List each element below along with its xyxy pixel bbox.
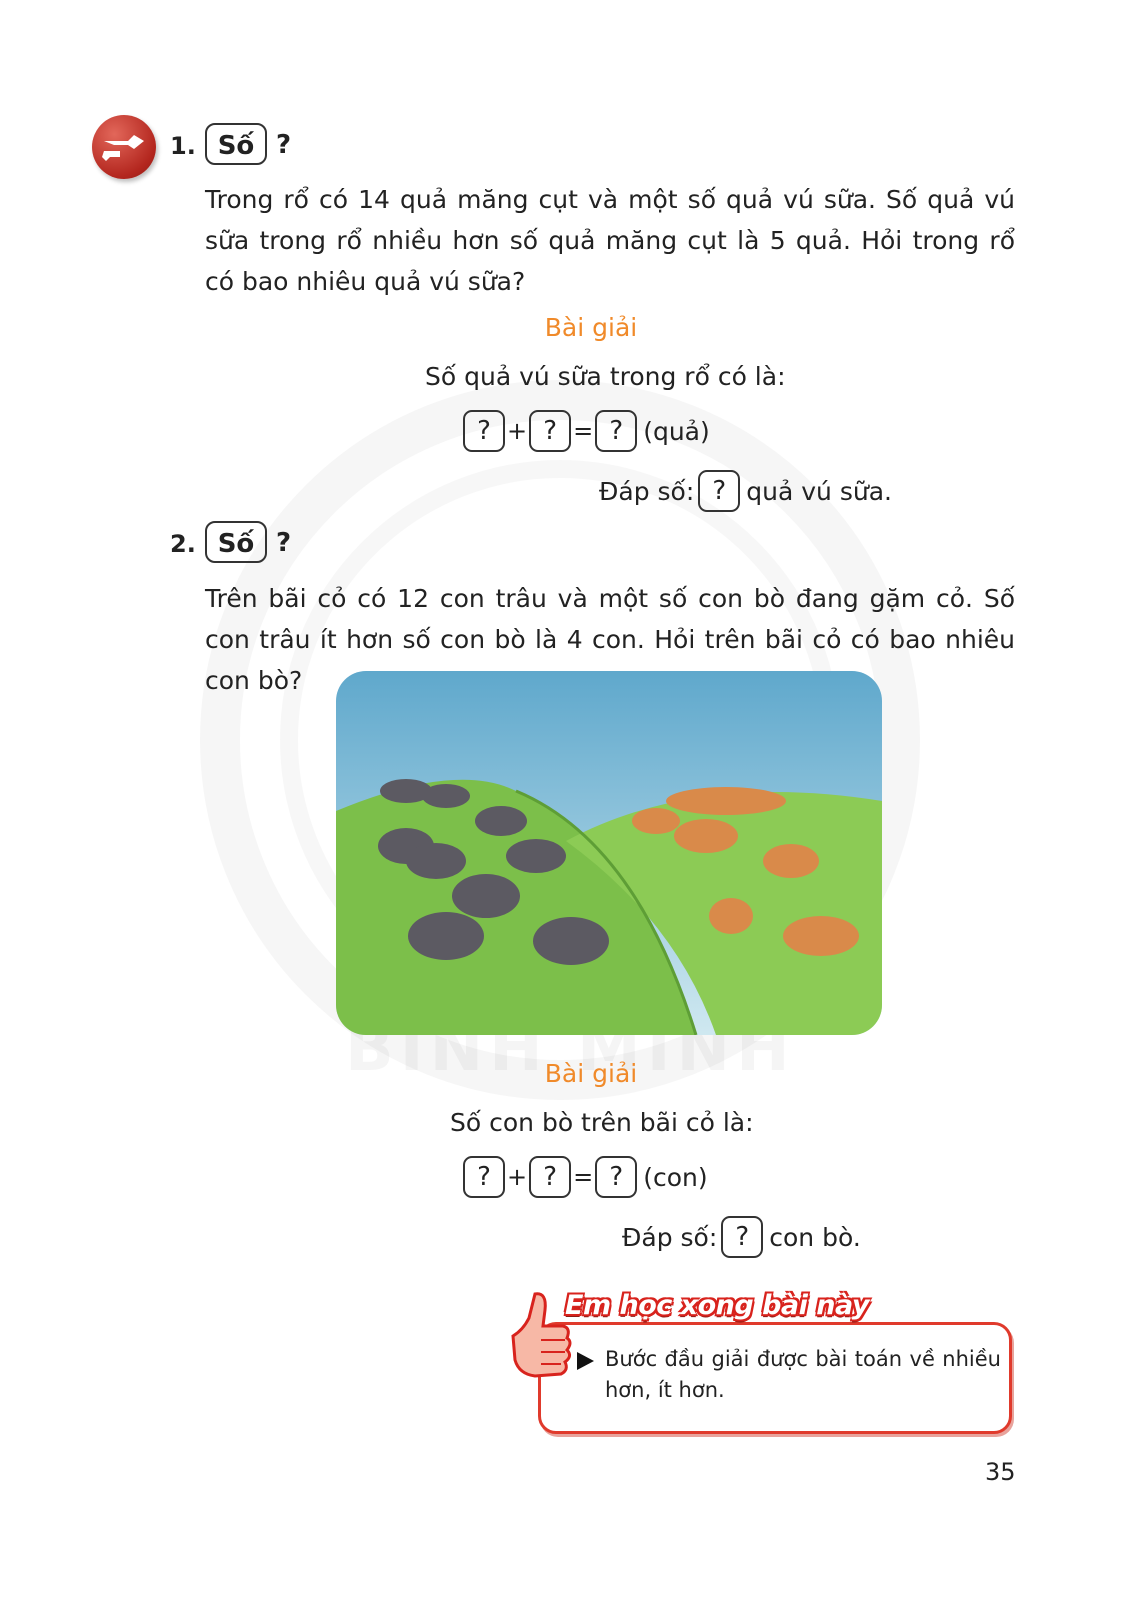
exercise-1-solution-line: Số quả vú sữa trong rổ có là: [425,362,786,391]
exercise-2-number: 2. [170,530,196,558]
exercise-2-question-mark: ? [276,528,292,558]
answer-blank-2[interactable]: ? [529,410,571,452]
exercise-1-tag: Số [205,123,267,165]
buffalo-and-cow-illustration [336,671,882,1035]
exercise-1-number: 1. [170,132,196,160]
answer-blank-3[interactable]: ? [595,1156,637,1198]
answer-blank-3[interactable]: ? [595,410,637,452]
answer-unit: con bò. [769,1222,861,1252]
exercise-2-solution-heading: Bài giải [544,1059,638,1088]
exercise-2-equation [463,1156,708,1198]
final-answer-blank[interactable]: ? [721,1216,763,1258]
exercise-2-problem: Trên bãi cỏ có 12 con trâu và một số con bò đang gặm cỏ. Số con trâu ít hơn số con bò là 4 con. Hỏi trên bãi cỏ có bao nhiêu con bò? [205,584,1015,695]
summary-title: Em học xong bài này [565,1290,869,1321]
answer-blank-1[interactable]: ? [463,410,505,452]
answer-blank-2[interactable]: ? [529,1156,571,1198]
equals-sign: = [573,1163,594,1191]
answer-blank-1[interactable]: ? [463,1156,505,1198]
final-answer-blank[interactable]: ? [698,470,740,512]
equation-unit: (quả) [643,416,710,446]
plus-sign: + [507,1163,528,1191]
equals-sign: = [573,417,594,445]
summary-item: Bước đầu giải được bài toán về nhiều hơn, ít hơn. [605,1347,1001,1402]
answer-label: Đáp số: [599,476,695,506]
exercise-2-tag: Số [205,521,267,563]
exercise-1-answer [599,470,892,512]
answer-label: Đáp số: [622,1222,718,1252]
exercise-1-equation [463,410,710,452]
exercise-1-question-mark: ? [276,130,292,160]
exercise-1-solution-heading: Bài giải [544,313,638,342]
pointing-hand-icon [92,115,156,179]
plus-sign: + [507,417,528,445]
exercise-2-solution-line: Số con bò trên bãi cỏ là: [450,1108,754,1137]
answer-unit: quả vú sữa. [746,476,892,506]
exercise-1-problem: Trong rổ có 14 quả măng cụt và một số quả vú sữa. Số quả vú sữa trong rổ nhiều hơn số quả măng cụt là 5 quả. Hỏi trong rổ có bao nhiêu quả vú sữa? [205,185,1015,296]
equation-unit: (con) [643,1162,708,1192]
page-number: 35 [985,1458,1016,1486]
exercise-2-answer [622,1216,861,1258]
bullet-triangle-icon [577,1352,594,1370]
